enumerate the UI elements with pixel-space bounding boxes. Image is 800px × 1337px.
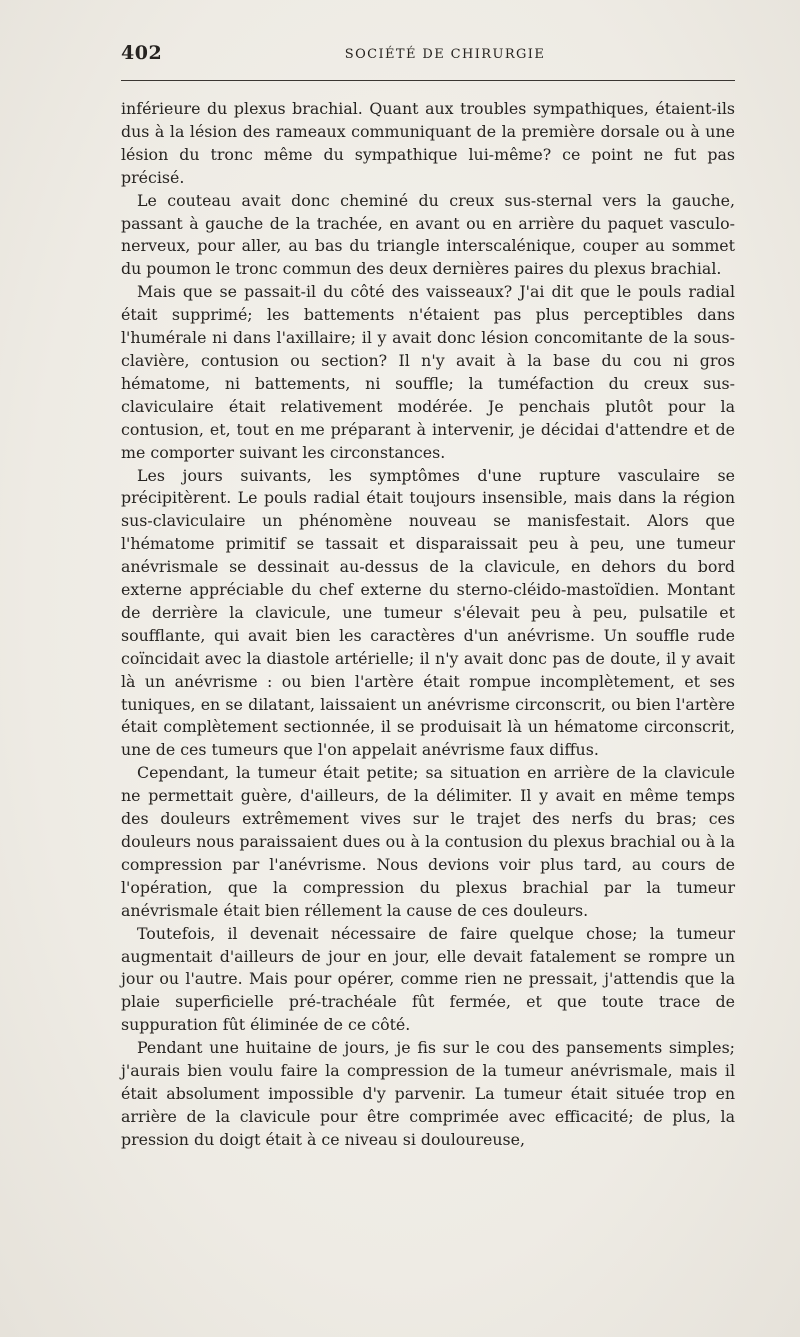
- paragraph: Pendant une huitaine de jours, je fis sur le cou des pansements simples; j'aurais bien voulu faire la compression de la tumeur anévrismale, mais il était absolument impossible d'y parvenir. La tumeur était située trop en arrière de la clavicule pour être comprimée avec efficacité; de plus, la pression du doigt était à ce niveau si douloureuse,: [121, 1038, 735, 1149]
- page-header: [121, 42, 735, 72]
- page-number: 402: [121, 42, 163, 64]
- paragraph-continued: inférieure du plexus brachial. Quant aux troubles sympathiques, étaient-ils dus à la lésion des rameaux communiquant de la première dorsale ou à une lésion du tronc même du sympathique lui-même? ce point ne fut pas précisé.: [121, 99, 735, 187]
- paragraph: Le couteau avait donc cheminé du creux sus-sternal vers la gauche, passant à gauche de la trachée, en avant ou en arrière du paquet vasculo-nerveux, pour aller, au bas du triangle interscalénique, couper au sommet du poumon le tronc commun des deux dernières paires du plexus brachial.: [121, 190, 735, 279]
- paragraph: Toutefois, il devenait nécessaire de faire quelque chose; la tumeur augmentait d'ailleurs de jour en jour, elle devait fatalement se rompre un jour ou l'autre. Mais pour opérer, comme rien ne pressait, j'attendis que la plaie superficielle pré-trachéale fût fermée, et que toute trace de suppuration fût éliminée de ce côté.: [121, 923, 735, 1035]
- running-title: SOCIÉTÉ DE CHIRURGIE: [344, 47, 546, 62]
- paragraph: Mais que se passait-il du côté des vaisseaux? J'ai dit que le pouls radial était supprimé; les battements n'étaient pas plus perceptibles dans l'humérale ni dans l'axillaire; il y avait donc lésion concomitante de la sous-clavière, contusion ou section? Il n'y avait à la base du cou ni gros hématome, ni battements, ni souffle; la tuméfaction du creux sus-claviculaire était relativement modérée. Je penchais plutôt pour la contusion, et, tout en me préparant à intervenir, je décidai d'attendre et de me comporter suivant les circonstances.: [121, 282, 735, 462]
- paragraph: Les jours suivants, les symptômes d'une rupture vasculaire se précipitèrent. Le pouls radial était toujours insensible, mais dans la région sus-claviculaire un phénomène nouveau se manisfestait. Alors que l'hématome primitif se tassait et disparaissait peu à peu, une tumeur anévrismale se dessinait au-dessus de la clavicule, en dehors du bord externe appréciable du chef externe du sterno-cléido-mastoïdien. Montant de derrière la clavicule, une tumeur s'élevait peu à peu, pulsatile et soufflante, qui avait bien les caractères d'un anévrisme. Un souffle rude coïncidait avec la diastole artérielle; il n'y avait donc pas de doute, il y avait là un anévrisme : ou bien l'artère était rompue incomplètement, et ses tuniques, en se dilatant, laissaient un anévrisme circonscrit, ou bien l'artère était complètement sectionnée, il se produisait là un hématome circonscrit, une de ces tumeurs que l'on appelait anévrisme faux diffus.: [121, 465, 735, 760]
- header-rule: [121, 80, 735, 81]
- body-text: [121, 98, 735, 1152]
- paragraph: Cependant, la tumeur était petite; sa situation en arrière de la clavicule ne permettait guère, d'ailleurs, de la délimiter. Il y avait en même temps des douleurs extrêmement vives sur le trajet des nerfs du bras; ces douleurs nous paraissaient dues ou à la contusion du plexus brachial ou à la compression par l'anévrisme. Nous devions voir plus tard, au cours de l'opération, que la compression du plexus brachial par la tumeur anévrismale était bien réllement la cause de ces douleurs.: [121, 763, 735, 920]
